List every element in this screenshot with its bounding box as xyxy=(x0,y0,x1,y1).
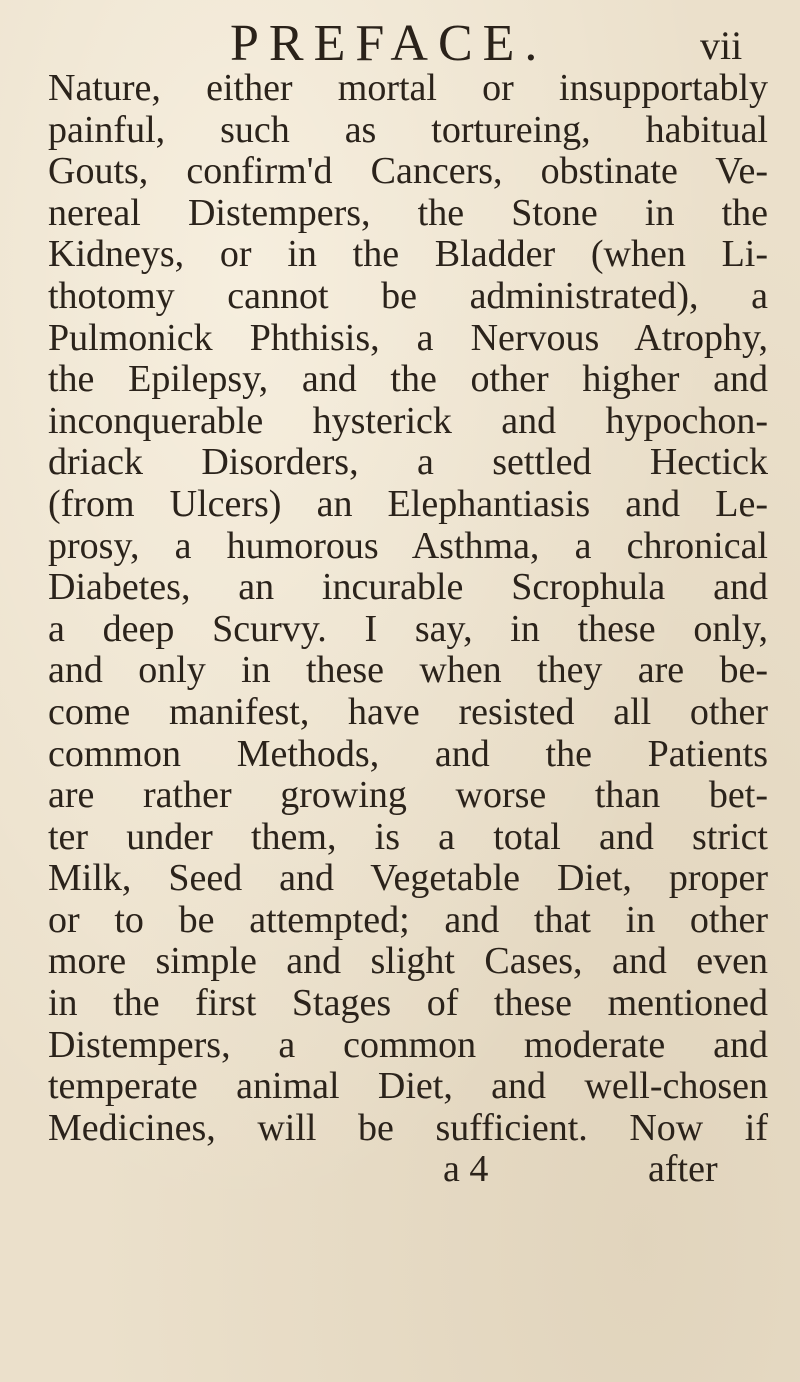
text-line: come manifest, have resisted all other xyxy=(48,690,768,733)
text-line: driack Disorders, a settled Hectick xyxy=(48,441,768,484)
text-line: common Methods, and the Patients xyxy=(48,732,768,775)
text-line: Diabetes, an incurable Scrophula and xyxy=(48,566,768,609)
running-head: PREFACE. xyxy=(230,15,548,72)
text-line: nereal Distempers, the Stone in the xyxy=(48,191,768,234)
text-line: (from Ulcers) an Elephantiasis and Le- xyxy=(48,482,768,525)
catchword: after xyxy=(648,1148,718,1191)
text-line: prosy, a humorous Asthma, a chronical xyxy=(48,524,768,567)
page-footer xyxy=(48,1149,768,1191)
text-line: Milk, Seed and Vegetable Diet, proper xyxy=(48,857,768,900)
page-number: vii xyxy=(700,23,743,68)
text-line: or to be attempted; and that in other xyxy=(48,898,768,941)
text-line: Medicines, will be sufficient. Now if xyxy=(48,1106,768,1149)
text-line: and only in these when they are be- xyxy=(48,649,768,692)
text-line: Nature, either mortal or insupportably xyxy=(48,67,768,109)
text-line: Kidneys, or in the Bladder (when Li- xyxy=(48,233,768,276)
text-line: Distempers, a common moderate and xyxy=(48,1023,768,1066)
text-line: more simple and slight Cases, and even xyxy=(48,940,768,983)
text-line: Pulmonick Phthisis, a Nervous Atrophy, xyxy=(48,316,768,359)
page-header xyxy=(0,14,800,74)
text-line: inconquerable hysterick and hypochon- xyxy=(48,399,768,442)
text-line: the Epilepsy, and the other higher and xyxy=(48,358,768,401)
text-line: thotomy cannot be administrated), a xyxy=(48,274,768,317)
text-line: are rather growing worse than bet- xyxy=(48,774,768,817)
body-text xyxy=(48,68,768,1191)
text-line: painful, such as tortureing, habitual xyxy=(48,108,768,151)
text-line: Gouts, confirm'd Cancers, obstinate Ve- xyxy=(48,150,768,193)
text-line: in the first Stages of these mentioned xyxy=(48,982,768,1025)
signature-mark: a 4 xyxy=(443,1148,489,1191)
text-line: temperate animal Diet, and well-chosen xyxy=(48,1065,768,1108)
text-line: ter under them, is a total and strict xyxy=(48,815,768,858)
text-line: a deep Scurvy. I say, in these only, xyxy=(48,607,768,650)
